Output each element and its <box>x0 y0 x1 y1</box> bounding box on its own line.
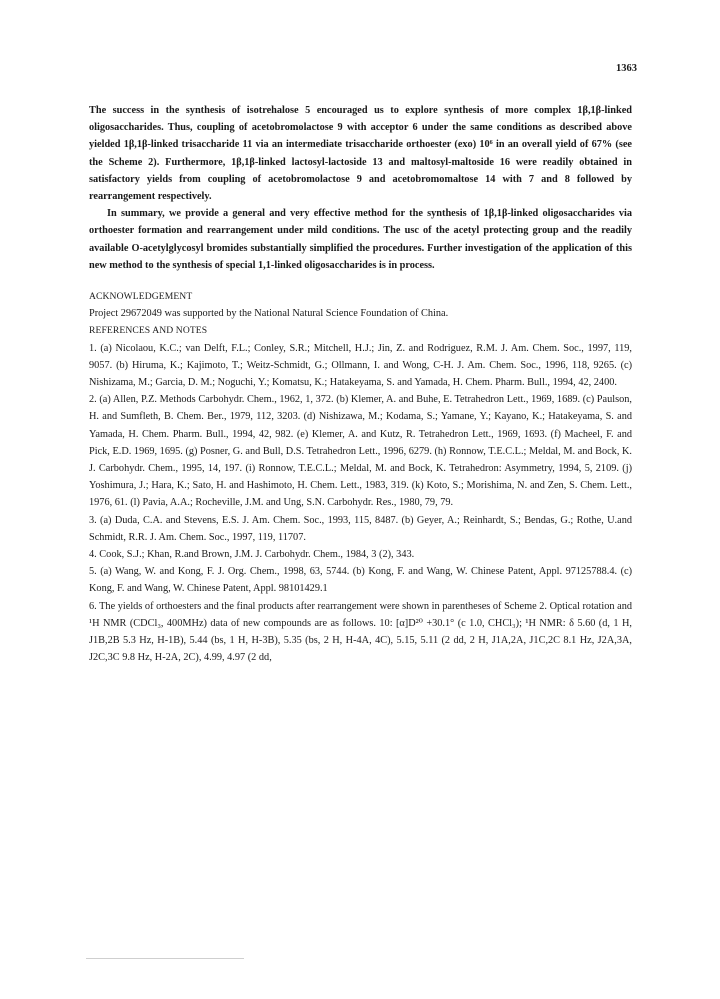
reference-item: 4. Cook, S.J.; Khan, R.and Brown, J.M. J. Carbohydr. Chem., 1984, 3 (2), 343. <box>89 549 415 561</box>
reference-item: 3. (a) Duda, C.A. and Stevens, E.S. J. Am. Chem. Soc., 1993, 115, 8487. (b) Geyer, A.; Reinhardt, S.; Bendas, G.; Rothe, U.and Schmidt, R.R. J. Am. Chem. Soc., 1997, 119, 11707. <box>89 514 632 543</box>
reference-item: 1. (a) Nicolaou, K.C.; van Delft, F.L.; Conley, S.R.; Mitchell, H.J.; Jin, Z. and Rodriguez, R.M. J. Am. Chem. Soc., 1997, 119, 9057. (b) Hiruma, K.; Kajimoto, T.; Weitz-Schmidt, G.; Ollmann, I. and Wong, C-H. J. Am. Chem. Soc., 1996, 118, 9265. (c) Nishizama, M.; Garcia, D. M.; Noguchi, Y.; Komatsu, K.; Hatakeyama, S. and Yamada, H. Chem. Pharm. Bull., 1994, 42, 2400. <box>89 342 632 389</box>
acknowledgement-heading: ACKNOWLEDGEMENT <box>89 291 193 303</box>
body-paragraph-1: The success in the synthesis of isotrehalose 5 encouraged us to explore synthesis of more complex 1β,1β-linked oligosaccharides. Thus, coupling of acetobromolactose 9 with acceptor 6 under the same conditions as described above yielded 1β,1β-linked trisaccharide 11 via an intermediate trisaccharide orthoester (exo) 10⁶ in an overall yield of 67% (see the Scheme 2). Furthermore, 1β,1β-linked lactosyl-lactoside 13 and maltosyl-maltoside 16 were readily obtained in satisfactory yields from coupling of acetobromolactose 9 and acetobromomaltose 14 with 7 and 8 followed by rearrangement respectively. <box>89 105 632 203</box>
reference-item: 6. The yields of orthoesters and the final products after rearrangement were shown in parentheses of Scheme 2. Optical rotation and ¹H NMR (CDCl₃, 400MHz) data of new compounds are as follows. 10: [α]D²⁰ +30.1° (c 1.0, CHCl₃); ¹H NMR: δ 5.60 (d, 1 H, J1B,2B 5.3 Hz, H-1B), 5.44 (bs, 1 H, H-3B), 5.35 (bs, 2 H, H-4A, 4C), 5.15, 5.11 (2 dd, 2 H, J1A,2A, J1C,2C 8.1 Hz, J2A,3A, J2C,3C 9.8 Hz, H-2A, 2C), 4.99, 4.97 (2 dd, <box>89 600 632 664</box>
footer-rule <box>86 958 244 959</box>
references-heading: REFERENCES AND NOTES <box>89 325 208 337</box>
references-list <box>89 340 632 667</box>
reference-item: 2. (a) Allen, P.Z. Methods Carbohydr. Chem., 1962, 1, 372. (b) Klemer, A. and Buhe, E. Tetrahedron Lett., 1969, 1689. (c) Paulson, H. and Sumfleth, B. Chem. Ber., 1979, 112, 3203. (d) Nishizawa, M.; Kodama, S.; Yamane, Y.; Kayano, K.; Hatakeyama, S. and Yamada, H. Chem. Pharm. Bull., 1994, 42, 982. (e) Klemer, A. and Kutz, R. Tetrahedron Lett., 1969, 1693. (f) Macheel, F. and Pick, E.D. 1969, 1695. (g) Posner, G. and Bull, D.S. Tetrahedron Lett., 1996, 6279. (h) Ronnow, T.E.C.L.; Meldal, M. and Bock, K. J. Carbohydr. Chem., 1995, 14, 197. (i) Ronnow, T.E.C.L.; Meldal, M. and Bock, K. Tetrahedron: Asymmetry, 1994, 5, 2109. (j) Yoshimura, J.; Hara, K.; Sato, H. and Hashimoto, H. Chem. Lett., 1983, 319. (k) Koto, S.; Morishima, N. and Zen, S. Chem. Lett., 1976, 61. (l) Pavia, A.A.; Rocheville, J.M. and Ung, S.N. Carbohydr. Res., 1980, 79, 79. <box>89 394 632 509</box>
acknowledgement-text: Project 29672049 was supported by the National Natural Science Foundation of China. <box>89 308 449 320</box>
page-content <box>89 102 632 667</box>
body-paragraph-2: In summary, we provide a general and very effective method for the synthesis of 1β,1β-linked oligosaccharides via orthoester formation and rearrangement under mild conditions. The usc of the acetyl protecting group and the readily available O-acetylglycosyl bromides substantially simplified the procedures. Further investigation of the application of this new method to the synthesis of special 1,1-linked oligosaccharides is in process. <box>89 208 632 271</box>
page-number: 1363 <box>616 63 637 74</box>
reference-item: 5. (a) Wang, W. and Kong, F. J. Org. Chem., 1998, 63, 5744. (b) Kong, F. and Wang, W. Chinese Patent, Appl. 97125788.4. (c) Kong, F. and Wang, W. Chinese Patent, Appl. 98101429.1 <box>89 566 632 595</box>
